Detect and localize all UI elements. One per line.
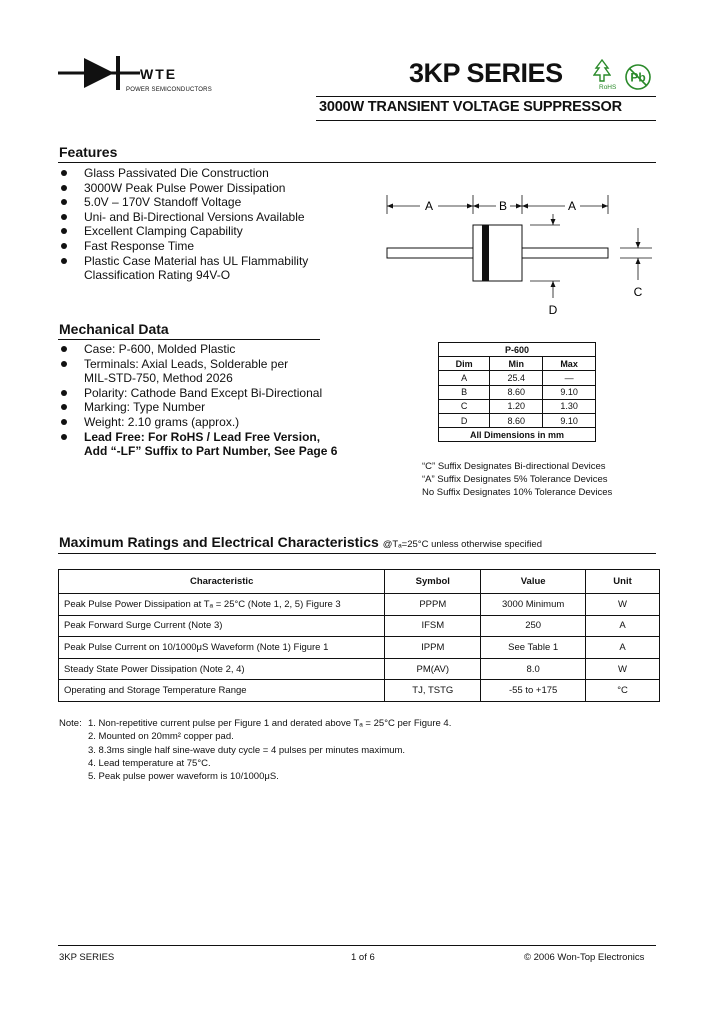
table-row: Operating and Storage Temperature Range TJ, TSTG -55 to +175 °C [59, 680, 660, 702]
rohs-tree-icon [593, 59, 611, 83]
note-item: 1. Non-repetitive current pulse per Figure 1 and derated above Tₐ = 25°C per Figure 4. [88, 718, 452, 729]
footer-rule [58, 945, 656, 946]
dim-label-c: C [633, 285, 643, 299]
feature-item: Uni- and Bi-Directional Versions Available [59, 210, 389, 225]
dim-label-a-right: A [567, 199, 577, 213]
ratings-table [58, 569, 660, 702]
ratings-header: Symbol [385, 570, 481, 594]
logo-text: WTE [140, 66, 178, 82]
ratings-title: Maximum Ratings and Electrical Characteristics @Tₐ=25°C unless otherwise specified [59, 534, 542, 550]
dim-label-a-left: A [424, 199, 434, 213]
dim-label-d: D [548, 303, 558, 317]
dimensions-table [438, 342, 596, 442]
feature-item: Excellent Clamping Capability [59, 224, 389, 239]
footer-copyright: © 2006 Won-Top Electronics [524, 952, 645, 963]
mechanical-title: Mechanical Data [59, 321, 169, 337]
table-row: A 25.4 — [439, 371, 596, 385]
mechanical-rule [58, 339, 320, 340]
table-row: Peak Pulse Current on 10/1000μS Waveform (Note 1) Figure 1 IPPM See Table 1 A [59, 637, 660, 659]
footer-left: 3KP SERIES [59, 952, 115, 963]
features-title: Features [59, 144, 118, 160]
table-row: Peak Pulse Power Dissipation at Tₐ = 25°C (Note 1, 2, 5) Figure 3 PPPM 3000 Minimum W [59, 594, 660, 616]
suffix-note: “A” Suffix Designates 5% Tolerance Devices [422, 474, 608, 485]
notes-label: Note: [59, 718, 82, 729]
dims-header: Max [543, 357, 596, 371]
note-item: 3. 8.3ms single half sine-wave duty cycle = 4 pulses per minutes maximum. [88, 744, 406, 756]
dims-header: Min [490, 357, 543, 371]
logo-subtext: POWER SEMICONDUCTORS [126, 87, 212, 93]
lead-free-icon [622, 63, 654, 91]
table-row: Steady State Power Dissipation (Note 2, 4) PM(AV) 8.0 W [59, 658, 660, 680]
mechanical-item: Polarity: Cathode Band Except Bi-Directional [59, 386, 389, 401]
ratings-condition: @Tₐ=25°C unless otherwise specified [382, 539, 542, 550]
package-outline-diagram [380, 192, 660, 322]
suffix-note: “C” Suffix Designates Bi-directional Devices [422, 461, 606, 472]
mechanical-item: Weight: 2.10 grams (approx.) [59, 415, 389, 430]
mechanical-list [59, 342, 389, 459]
ratings-header: Characteristic [59, 570, 385, 594]
feature-item: 5.0V – 170V Standoff Voltage [59, 195, 389, 210]
subtitle: 3000W TRANSIENT VOLTAGE SUPPRESSOR [319, 99, 622, 115]
mechanical-item: Terminals: Axial Leads, Solderable per MIL-STD-750, Method 2026 [59, 357, 389, 386]
subtitle-rule [316, 120, 656, 121]
feature-item: Glass Passivated Die Construction [59, 166, 389, 181]
features-list [59, 166, 389, 283]
dims-header: Dim [439, 357, 490, 371]
header-rule [316, 96, 656, 97]
mechanical-item: Lead Free: For RoHS / Lead Free Version, Add “-LF” Suffix to Part Number, See Page 6 [59, 430, 389, 459]
table-row: Peak Forward Surge Current (Note 3) IFSM 250 A [59, 615, 660, 637]
mechanical-item: Marking: Type Number [59, 400, 389, 415]
series-title: 3KP SERIES [409, 58, 563, 88]
mechanical-item: Case: P-600, Molded Plastic [59, 342, 389, 357]
notes-section [59, 717, 451, 783]
suffix-notes [422, 460, 612, 499]
note-item: 5. Peak pulse power waveform is 10/1000μS. [88, 771, 279, 783]
table-row: C 1.20 1.30 [439, 399, 596, 413]
ratings-header: Value [481, 570, 586, 594]
suffix-note: No Suffix Designates 10% Tolerance Devices [422, 487, 613, 498]
note-item: 4. Lead temperature at 75°C. [88, 757, 211, 769]
table-row: B 8.60 9.10 [439, 385, 596, 399]
dims-footer: All Dimensions in mm [439, 428, 596, 442]
note-item: 2. Mounted on 20mm² copper pad. [88, 731, 234, 743]
footer-page-number: 1 of 6 [351, 952, 375, 963]
feature-item: 3000W Peak Pulse Power Dissipation [59, 181, 389, 196]
pb-label: Pb [630, 70, 646, 85]
feature-item: Plastic Case Material has UL Flammability Classification Rating 94V-O [59, 254, 389, 283]
dims-package: P-600 [439, 343, 596, 357]
table-row: D 8.60 9.10 [439, 413, 596, 427]
features-rule [58, 162, 656, 163]
dim-label-b: B [498, 199, 508, 213]
feature-item: Fast Response Time [59, 239, 389, 254]
ratings-header: Unit [586, 570, 660, 594]
ratings-rule [58, 553, 656, 554]
rohs-label: RoHS [599, 84, 617, 91]
